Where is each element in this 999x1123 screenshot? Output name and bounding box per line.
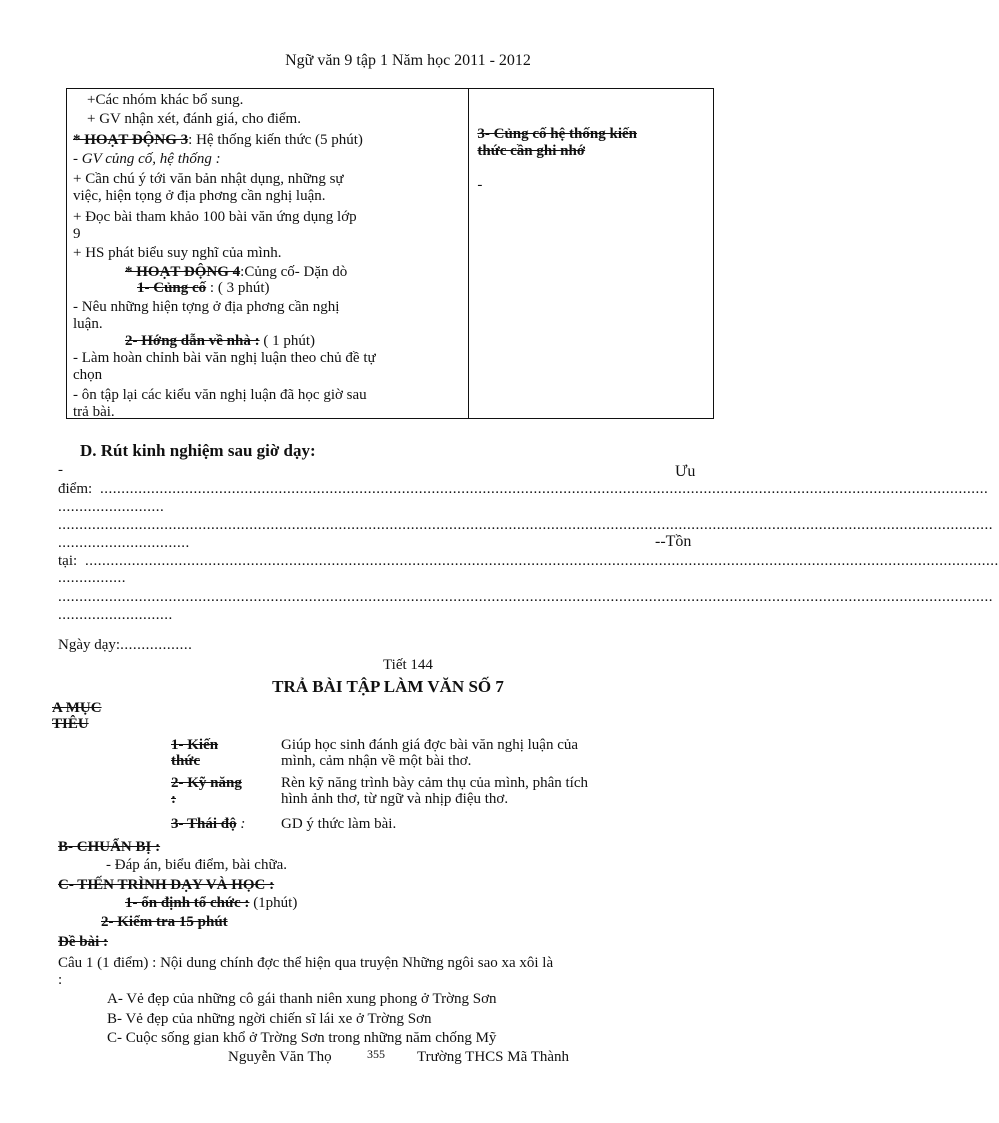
dotted-line: ...............................	[58, 535, 190, 551]
page-number: 355	[367, 1047, 385, 1061]
footer-author: Nguyễn Văn Thọ	[228, 1049, 332, 1065]
notes-heading-cont: thức cần ghi nhớ	[477, 143, 586, 159]
table-line: + GV nhận xét, đánh giá, cho điểm.	[87, 111, 301, 127]
option-c: C- Cuộc sống gian khổ ở Trờng Sơn trong những năm chống Mỹ	[107, 1030, 497, 1046]
table-line: + HS phát biểu suy nghĩ của mình.	[73, 245, 282, 261]
table-line: luận.	[73, 316, 103, 332]
objective-label: 2- Kỹ năng	[171, 775, 242, 791]
table-line: + Cần chú ý tới văn bản nhật dụng, những sự	[73, 171, 344, 187]
page-header: Ngữ văn 9 tập 1 Năm học 2011 - 2012	[285, 52, 531, 69]
objective-text-cont: hình ảnh thơ, từ ngữ và nhịp điệu thơ.	[281, 791, 509, 807]
lesson-title: TRẢ BÀI TẬP LÀM VĂN SỐ 7	[272, 677, 504, 696]
dotted-line: ...........................	[58, 607, 173, 623]
table-line: - ôn tập lại các kiểu văn nghị luận đã học giờ sau	[73, 387, 367, 403]
question-1: Câu 1 (1 điểm) : Nội dung chính đợc thể hiện qua truyện Những ngôi sao xa xôi là	[58, 955, 554, 971]
objective-text-cont: mình, cảm nhận về một bài thơ.	[281, 753, 472, 769]
dotted-line: ............................................................................................................................................................................................................................	[58, 589, 993, 605]
table-line: 9	[73, 226, 81, 242]
dotted-line: ............................................................................................................................................................................................................................	[58, 517, 993, 533]
section-a-heading: A MỤC	[52, 700, 102, 716]
reflection-dash: -	[58, 462, 63, 478]
section-b-item: - Đáp án, biểu điểm, bài chữa.	[106, 857, 287, 873]
section-c-step-2: 2- Kiểm tra 15 phút	[101, 914, 228, 930]
reflection-heading: D. Rút kinh nghiệm sau giờ dạy:	[80, 441, 316, 460]
section-c-step-1: 1- ổn định tổ chức : (1phút)	[125, 895, 298, 911]
objective-label: 1- Kiến	[171, 737, 219, 753]
question-1-cont: :	[58, 972, 63, 988]
dotted-line: .......................................................................................................................................................................................................................	[85, 553, 999, 569]
table-line: +Các nhóm khác bổ sung.	[87, 92, 244, 108]
table-line: + Đọc bài tham khảo 100 bài văn ứng dụng lớp	[73, 209, 357, 225]
dotted-line: .........................	[58, 499, 165, 515]
notes-column	[469, 89, 714, 419]
option-b: B- Vẻ đẹp của những ngời chiến sĩ lái xe ở Trờng Sơn	[107, 1011, 432, 1027]
activity-4-line: * HOẠT ĐỘNG 4:Củng cố- Dặn dò	[125, 264, 348, 280]
section-a-heading-cont: TIÊU	[52, 716, 89, 732]
section-c-heading: C- TIẾN TRÌNH DẠY VÀ HỌC :	[58, 877, 275, 893]
objective-label-cont: thức	[171, 753, 200, 769]
table-line: 1- Củng cố : ( 3 phút)	[137, 280, 270, 296]
table-line: - GV củng cố, hệ thống :	[73, 151, 221, 167]
lesson-activity-table	[66, 88, 714, 419]
table-line: chọn	[73, 367, 103, 383]
notes-dash: -	[477, 177, 483, 193]
exam-heading: Đề bài :	[58, 934, 108, 950]
activity-3-line: * HOẠT ĐỘNG 3: Hệ thống kiến thức (5 phút)	[73, 132, 363, 148]
notes-heading: 3- Củng cố hệ thống kiến	[477, 126, 637, 142]
section-b-heading: B- CHUẨN BỊ :	[58, 839, 161, 855]
objective-label: 3- Thái độ :	[171, 816, 246, 832]
objective-text: Rèn kỹ năng trình bày cảm thụ của mình, phân tích	[281, 775, 589, 791]
objective-label-cont: :	[171, 791, 176, 807]
option-a: A- Vẻ đẹp của những cô gái thanh niên xung phong ở Trờng Sơn	[107, 991, 497, 1007]
dotted-line: ................	[58, 570, 126, 586]
table-line: việc, hiện tọng ở địa phơng cần nghị luận.	[73, 188, 326, 204]
table-line: trả bài.	[73, 404, 115, 420]
objective-text: GD ý thức làm bài.	[281, 816, 397, 832]
lesson-period: Tiết 144	[383, 657, 433, 673]
reflection-diem: điểm:	[58, 481, 93, 497]
reflection-uu: Ưu	[675, 463, 696, 480]
reflection-tai: tại:	[58, 553, 78, 569]
activities-column	[67, 89, 469, 419]
table-line: 2- Hớng dẫn về nhà : ( 1 phút)	[125, 333, 316, 349]
date-line: Ngày dạy:.................	[58, 637, 193, 653]
table-line: - Làm hoàn chỉnh bài văn nghị luận theo chủ đề tự	[73, 350, 376, 366]
footer-school: Trường THCS Mã Thành	[417, 1049, 570, 1065]
table-line: - Nêu những hiện tợng ở địa phơng cần nghị	[73, 299, 340, 315]
dotted-line: .................................................................................................................................................................................................................	[100, 481, 989, 497]
objective-text: Giúp học sinh đánh giá đợc bài văn nghị luận của	[281, 737, 579, 753]
reflection-ton: --Tồn	[655, 533, 692, 550]
